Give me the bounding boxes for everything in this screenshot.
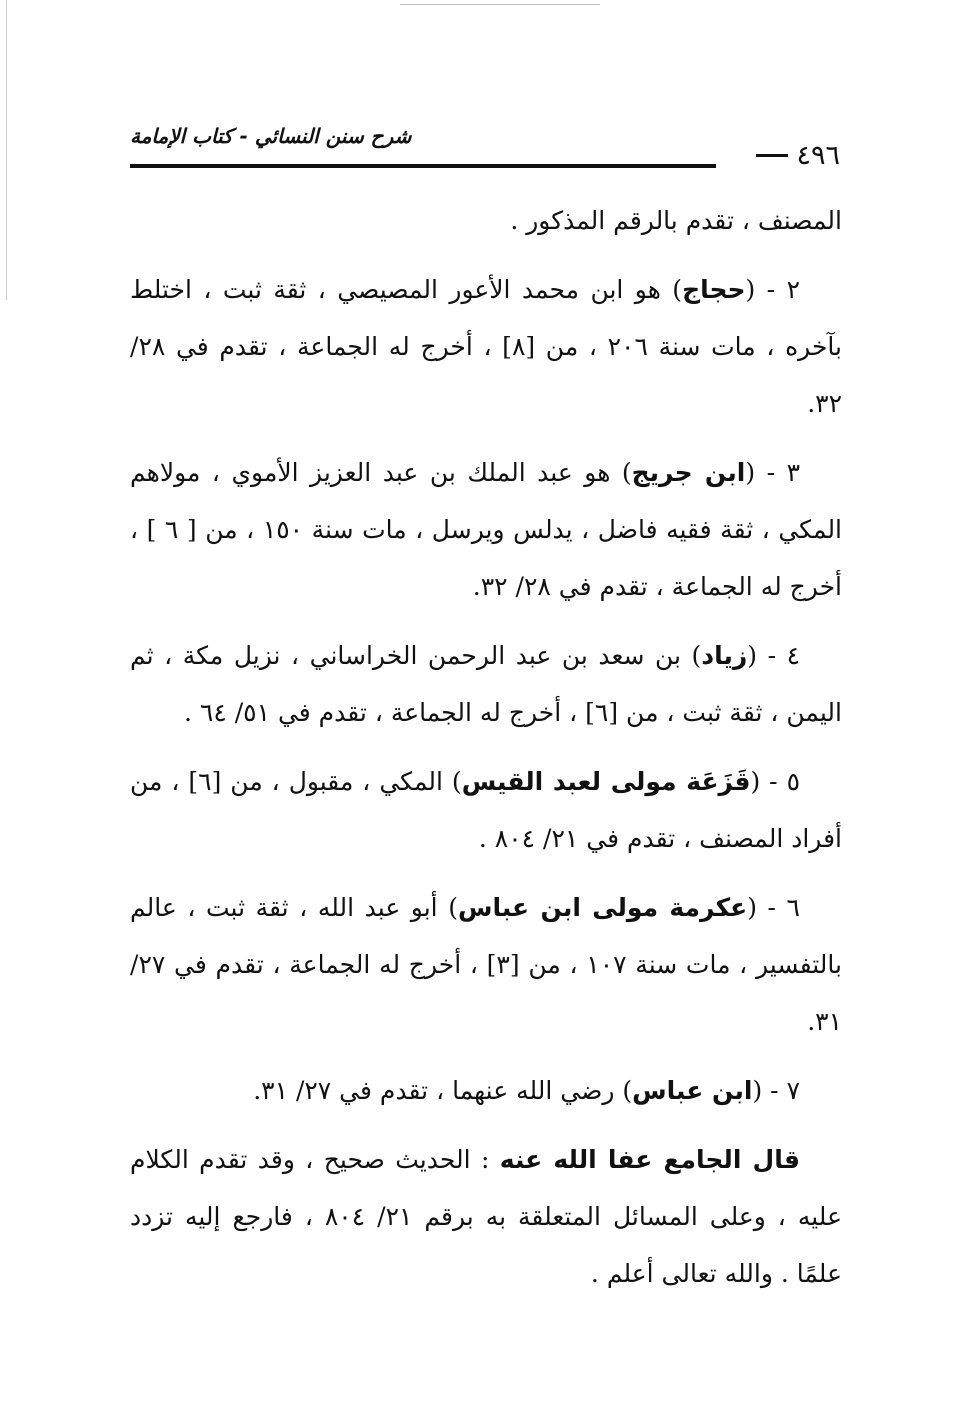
scan-artifact-top xyxy=(400,4,600,5)
compiler-note xyxy=(130,1131,842,1302)
page-number xyxy=(756,140,840,171)
entry-text: ) هو ابن محمد الأعور المصيصي ، ثقة ثبت ، اختلط بآخره ، مات سنة ٢٠٦ ، من [٨] ، أخرج له الجماعة ، تقدم في ٢٨/ ٣٢. xyxy=(130,275,843,418)
narrator-ibn-abbas xyxy=(130,1062,842,1119)
paragraph-text: المصنف ، تقدم بالرقم المذكور . xyxy=(510,206,842,235)
page-number-dash xyxy=(756,154,788,157)
scan-artifact-left xyxy=(6,0,7,300)
narrator-ikrima xyxy=(130,879,842,1050)
narrator-qazaa xyxy=(130,753,842,867)
entry-lead: ٧ - ( xyxy=(752,1076,800,1105)
entry-lead: ٦ - ( xyxy=(747,893,800,922)
narrator-name: حجاج xyxy=(682,275,746,304)
paragraph-1 xyxy=(130,192,842,249)
entry-lead: ٣ - ( xyxy=(745,458,800,487)
entry-text: ) المكي ، مقبول ، من [٦] ، من أفراد المصنف ، تقدم في ٢١/ ٨٠٤ . xyxy=(130,767,842,853)
compiler-label: قال الجامع عفا الله عنه xyxy=(499,1145,800,1174)
entry-lead: ٢ - ( xyxy=(745,275,800,304)
narrator-ziyad xyxy=(130,627,842,741)
narrator-name: عكرمة مولى ابن عباس xyxy=(457,893,748,922)
narrator-name: قَزَعَة مولى لعبد القيس xyxy=(461,767,751,796)
page-number-value: ٤٩٦ xyxy=(796,140,840,171)
entry-text: ) هو عبد الملك بن عبد العزيز الأموي ، مولاهم المكي ، ثقة فقيه فاضل ، يدلس ويرسل ، مات سنة ١٥٠ ، من [ ٦ ] ، أخرج له الجماعة ، تقدم في ٢٨/ ٣٢. xyxy=(130,458,843,601)
entry-text: : الحديث صحيح ، وقد تقدم الكلام عليه ، وعلى المسائل المتعلقة به برقم ٢١/ ٨٠٤ ، فارجع إليه تزدد علمًا . والله تعالى أعلم . xyxy=(130,1145,842,1288)
narrator-name: ابن جريج xyxy=(631,458,746,487)
entry-text: ) رضي الله عنهما ، تقدم في ٢٧/ ٣١. xyxy=(253,1076,633,1105)
narrator-ibn-jurayj xyxy=(130,444,842,615)
narrator-name: زياد xyxy=(701,641,748,670)
narrator-name: ابن عباس xyxy=(632,1076,753,1105)
running-title: شرح سنن النسائي - كتاب الإمامة xyxy=(130,124,412,148)
entry-text: ) بن سعد بن عبد الرحمن الخراساني ، نزيل مكة ، ثم اليمن ، ثقة ثبت ، من [٦] ، أخرج له الجماعة ، تقدم في ٥١/ ٦٤ . xyxy=(130,641,842,727)
entry-lead: ٤ - ( xyxy=(747,641,800,670)
narrator-hajjaj xyxy=(130,261,842,432)
entry-lead: ٥ - ( xyxy=(750,767,800,796)
page-header xyxy=(130,120,840,180)
entry-text: ) أبو عبد الله ، ثقة ثبت ، عالم بالتفسير ، مات سنة ١٠٧ ، من [٣] ، أخرج له الجماعة ، تقدم في ٢٧/ ٣١. xyxy=(130,893,842,1036)
page-body xyxy=(130,192,842,1302)
header-rule xyxy=(130,164,716,168)
